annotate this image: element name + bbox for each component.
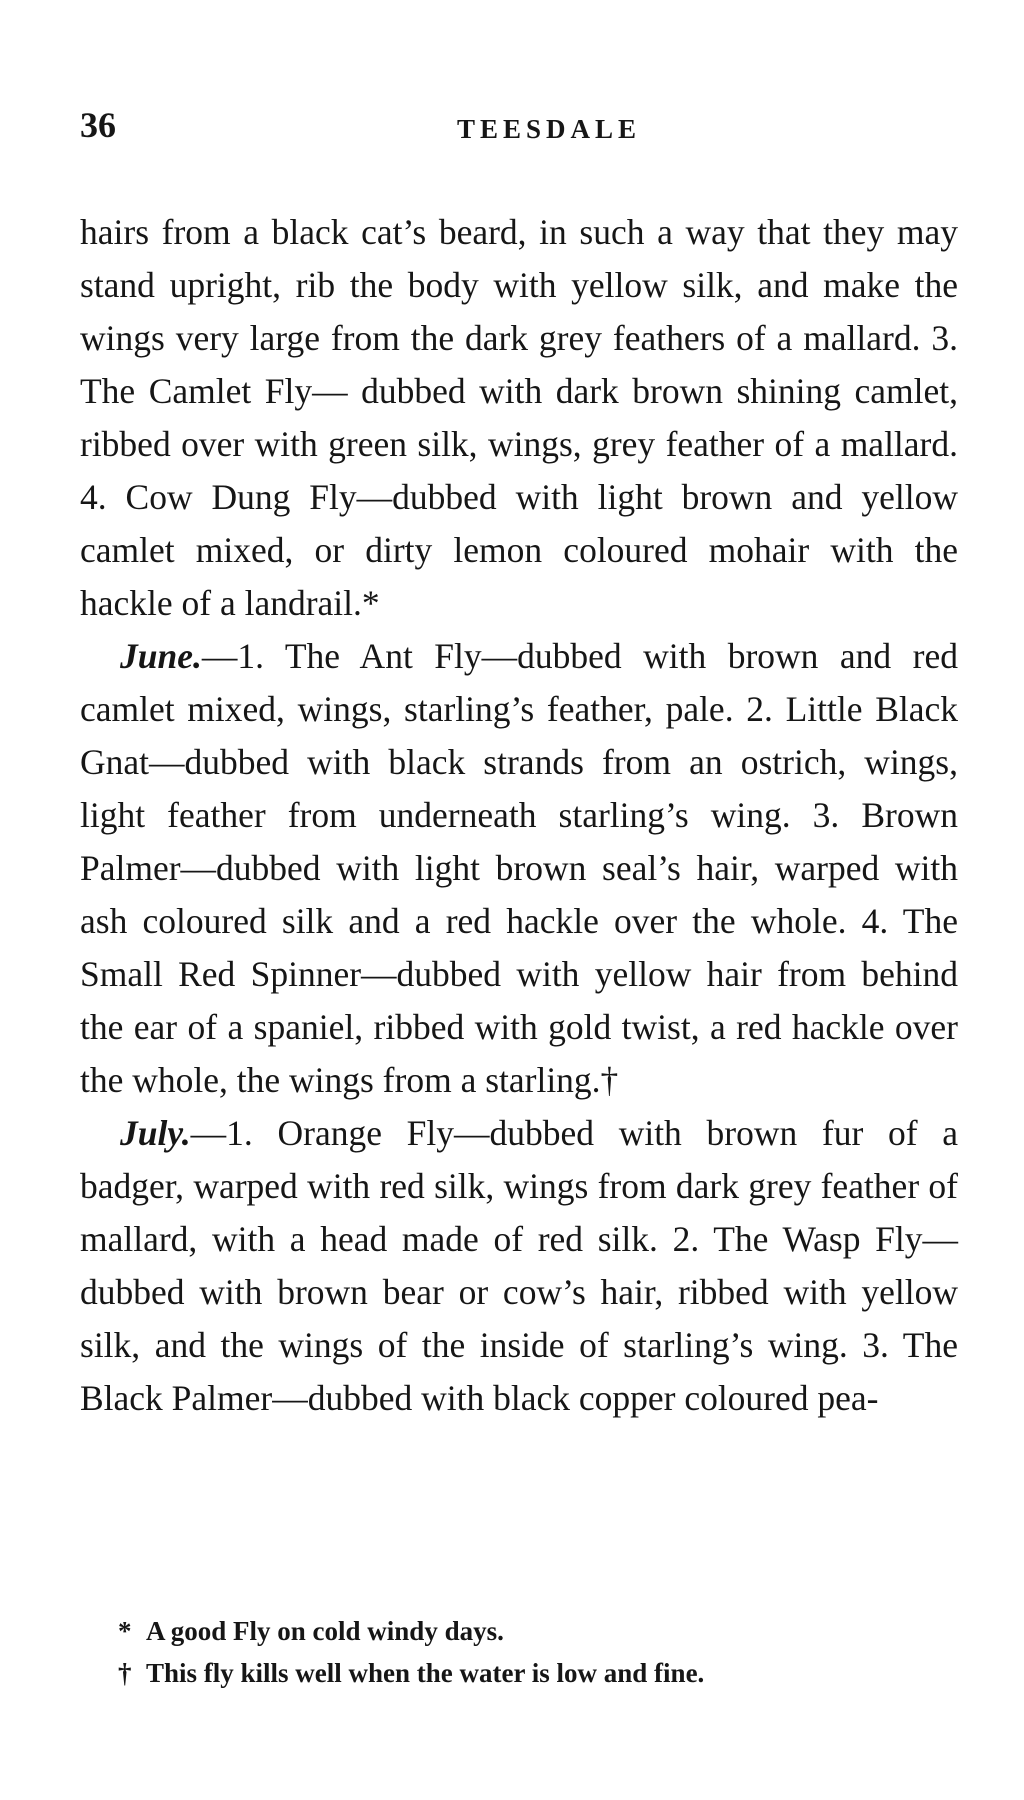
footnotes xyxy=(118,1610,958,1694)
page-header xyxy=(80,100,958,160)
footnote xyxy=(118,1610,958,1652)
body-text xyxy=(80,206,958,1425)
paragraph-june-text: —1. The Ant Fly—dubbed with brown and red camlet mixed, wings, starling’s feather, pale. 2. Little Black Gnat—dubbed with black strands from an ostrich, wings, light feather from underneath starling’s wing. 3. Brown Palmer—dubbed with light brown seal’s hair, warped with ash coloured silk and a red hackle over the whole. 4. The Small Red Spinner—dubbed with yellow hair from behind the ear of a spaniel, ribbed with gold twist, a red hackle over the whole, the wings from a starling.† xyxy=(80,636,958,1100)
month-label-july: July. xyxy=(120,1113,191,1153)
paragraph-july-text: —1. Orange Fly—dubbed with brown fur of a badger, warped with red silk, wings from dark grey feather of mallard, with a head made of red silk. 2. The Wasp Fly—dubbed with brown bear or cow’s hair, ribbed with yellow silk, and the wings of the inside of starling’s wing. 3. The Black Palmer—dubbed with black copper coloured pea- xyxy=(80,1113,958,1418)
footnote-mark: † xyxy=(118,1658,132,1688)
footnote xyxy=(118,1652,958,1694)
footnote-mark: * xyxy=(118,1616,132,1646)
page-number: 36 xyxy=(80,105,116,145)
running-head: TEESDALE xyxy=(456,114,642,144)
paragraph-june xyxy=(80,630,958,1107)
paragraph-july xyxy=(80,1107,958,1425)
paragraph-may-continued: hairs from a black cat’s beard, in such a way that they may stand upright, rib the body with yellow silk, and make the wings very large from the dark grey feathers of a mallard. 3. The Camlet Fly— dubbed with dark brown shining camlet, ribbed over with green silk, wings, grey feather of a mallard. 4. Cow Dung Fly—dubbed with light brown and yellow camlet mixed, or dirty lemon coloured mohair with the hackle of a landrail.* xyxy=(80,212,958,623)
footnote-text: A good Fly on cold windy days. xyxy=(146,1616,504,1646)
footnote-text: This fly kills well when the water is low and fine. xyxy=(146,1658,705,1688)
month-label-june: June. xyxy=(120,636,202,676)
